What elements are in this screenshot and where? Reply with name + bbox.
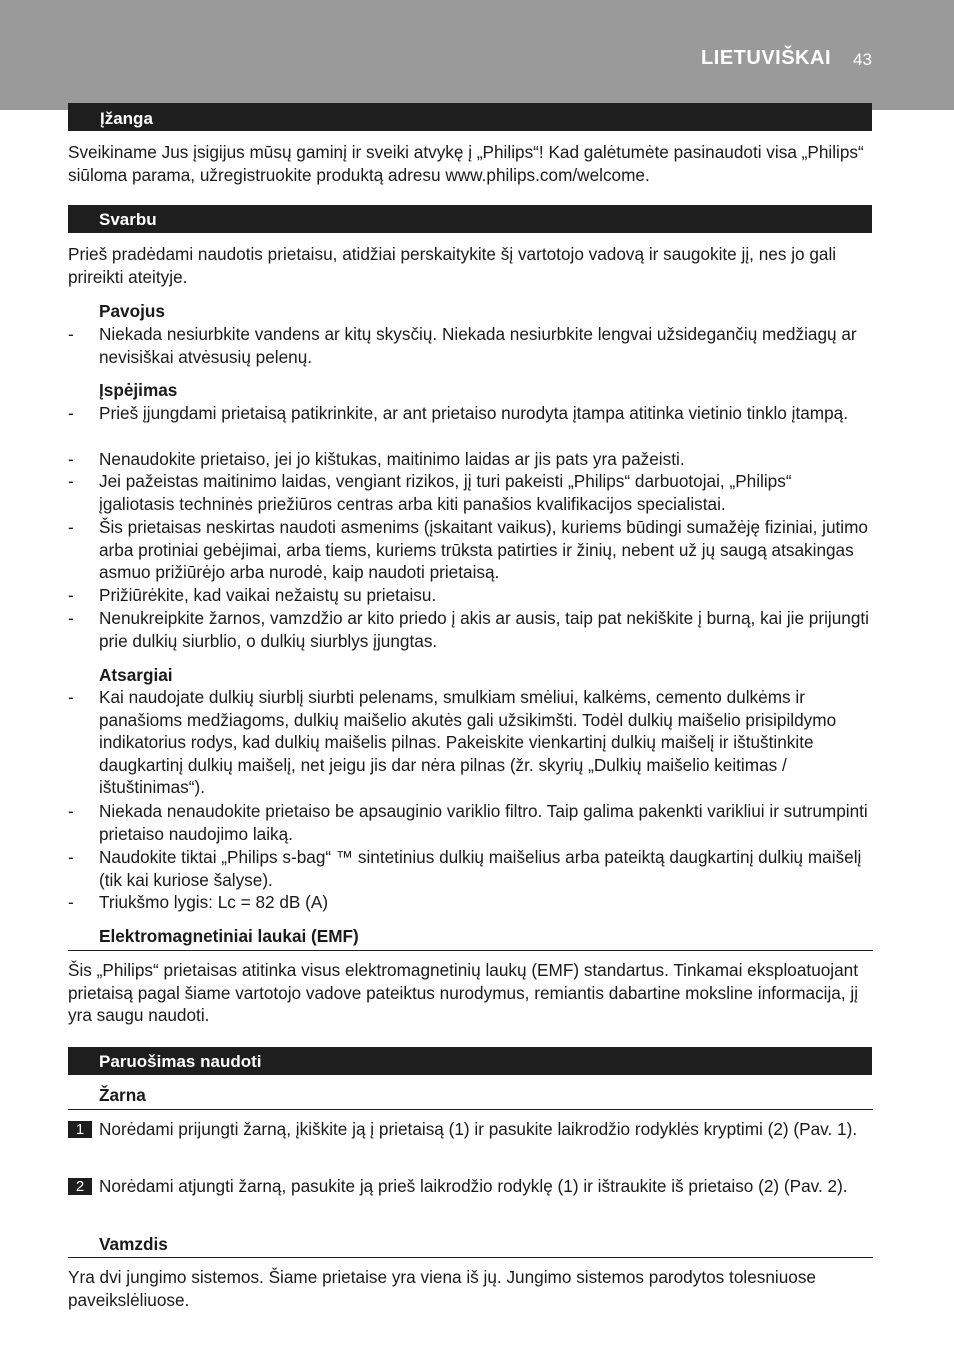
list-item-text: Prieš įjungdami prietaisą patikrinkite, ar ant prietaiso nurodyta įtampa atitinka vietinio tinklo įtampą. — [99, 403, 848, 423]
section-header-prepare: Paruošimas naudoti — [68, 1047, 872, 1075]
list-item-text: Naudokite tiktai „Philips s-bag“ ™ sintetinius dulkių maišelius arba pateiktą daugkartinį dulkių maišelį (tik kai kuriose šalyse). — [99, 847, 862, 890]
hose-heading: Žarna — [99, 1085, 146, 1105]
list-dash: - — [68, 517, 74, 537]
list-dash: - — [68, 585, 74, 605]
caution-heading: Atsargiai — [99, 665, 173, 685]
list-item-text: Niekada nenaudokite prietaiso be apsauginio variklio filtro. Taip galima pakenkti varikliui ir sutrumpinti prietaiso naudojimo laiką. — [99, 801, 868, 844]
list-dash: - — [68, 449, 74, 469]
language-heading: LIETUVIŠKAI — [701, 47, 831, 69]
list-item-text: Niekada nesiurbkite vandens ar kitų skysčių. Niekada nesiurbkite lengvai užsidegančių medžiagų ar nevisiškai atvėsusių pelenų. — [99, 324, 857, 367]
list-item-text: Prižiūrėkite, kad vaikai nežaistų su prietaisu. — [99, 585, 437, 605]
list-dash: - — [68, 892, 74, 912]
section-header-intro: Įžanga — [68, 103, 872, 131]
list-dash: - — [68, 801, 74, 821]
tube-divider — [68, 1257, 873, 1258]
emf-heading: Elektromagnetiniai laukai (EMF) — [99, 926, 359, 946]
list-item-text: Šis prietaisas neskirtas naudoti asmenims (įskaitant vaikus), kuriems būdingi sumažėję fiziniai, jutimo arba protiniai gebėjimai, arba tiems, kuriems trūksta patirties ir žinių, nebent už jų saugą atsakingas asmuo prižiūrėjo arba nurodė, kaip naudoti prietaisą. — [99, 517, 868, 583]
danger-heading: Pavojus — [99, 301, 165, 321]
step-text: Norėdami atjungti žarną, pasukite ją prieš laikrodžio rodyklę (1) ir ištraukite iš prietaiso (2) (Pav. 2). — [99, 1176, 848, 1196]
step-text: Norėdami prijungti žarną, įkiškite ją į prietaisą (1) ir pasukite laikrodžio rodyklės kryptimi (2) (Pav. 1). — [99, 1119, 858, 1139]
list-item-text: Nenukreipkite žarnos, vamzdžio ar kito priedo į akis ar ausis, taip pat nekiškite į burną, kai jie prijungti prie dulkių siurblio, o dulkių siurblys įjungtas. — [99, 608, 869, 651]
tube-paragraph: Yra dvi jungimo sistemos. Šiame prietaise yra viena iš jų. Jungimo sistemos parodytos tolesniuose paveikslėliuose. — [68, 1267, 816, 1310]
list-dash: - — [68, 403, 74, 423]
list-dash: - — [68, 608, 74, 628]
emf-divider — [68, 950, 873, 951]
list-dash: - — [68, 324, 74, 344]
page-number: 43 — [853, 50, 872, 69]
list-dash: - — [68, 687, 74, 707]
step-number: 1 — [68, 1121, 92, 1138]
list-dash: - — [68, 471, 74, 491]
hose-divider — [68, 1109, 873, 1110]
warning-heading: Įspėjimas — [99, 380, 178, 400]
emf-paragraph: Šis „Philips“ prietaisas atitinka visus elektromagnetinių laukų (EMF) standartus. Tinkamai eksploatuojant prietaisą pagal šiame vartotojo vadove pateiktus nurodymus, remiantis dabartine moksline informacija, jį yra saugu naudoti. — [68, 960, 859, 1026]
tube-heading: Vamzdis — [99, 1234, 168, 1254]
list-item-text: Jei pažeistas maitinimo laidas, vengiant rizikos, jį turi pakeisti „Philips“ darbuotojai, „Philips“ įgaliotasis techninės priežiūros centras arba kiti panašios kvalifikacijos specialistai. — [99, 471, 792, 514]
step-number: 2 — [68, 1178, 92, 1195]
list-item-text: Nenaudokite prietaiso, jei jo kištukas, maitinimo laidas ar jis pats yra pažeisti. — [99, 449, 685, 469]
list-item-text: Triukšmo lygis: Lc = 82 dB (A) — [99, 892, 329, 912]
important-paragraph: Prieš pradėdami naudotis prietaisu, atidžiai perskaitykite šį vartotojo vadovą ir saugokite jį, nes jo gali prireikti ateityje. — [68, 244, 837, 287]
list-dash: - — [68, 847, 74, 867]
intro-paragraph: Sveikiname Jus įsigijus mūsų gaminį ir sveiki atvykę į „Philips“! Kad galėtumėte pasinaudoti visa „Philips“ siūloma parama, užregistruokite produktą adresu www.philips.com/welcome. — [68, 142, 864, 185]
list-item-text: Kai naudojate dulkių siurblį siurbti pelenams, smulkiam smėliui, kalkėms, cemento dulkėms ir panašioms medžiagoms, dulkių maišelio akutės gali užsikimšti. Todėl dulkių maišelio prisipildymo indikatorius rodys, kad dulkių maišelis pilnas. Pakeiskite vienkartinį dulkių maišelį ir ištuštinkite daugkartinį dulkių maišelį, net jeigu jis dar nėra pilnas (žr. skyrių „Dulkių maišelio keitimas / ištuštinimas“). — [99, 687, 837, 798]
section-header-important: Svarbu — [68, 205, 872, 233]
